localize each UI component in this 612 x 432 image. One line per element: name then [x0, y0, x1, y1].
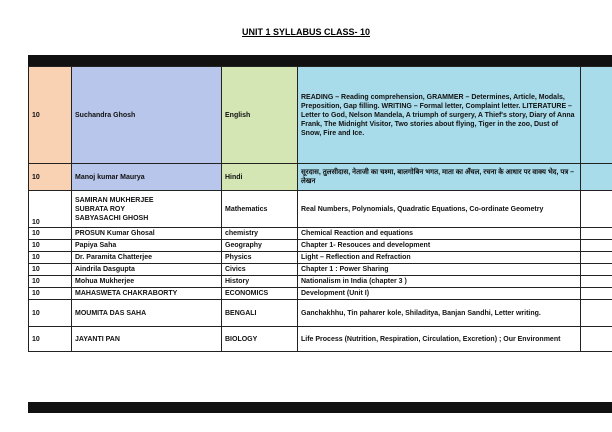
- syllabus-cell: Chemical Reaction and equations: [298, 228, 581, 240]
- syllabus-table: [28, 55, 612, 360]
- syllabus-cell: Chapter 1- Resouces and development: [298, 240, 581, 252]
- teacher-cell: Dr. Paramita Chatterjee: [72, 252, 222, 264]
- syllabus-cell: Real Numbers, Polynomials, Quadratic Equations, Co-ordinate Geometry: [298, 191, 581, 228]
- teacher-cell: Mohua Mukherjee: [72, 276, 222, 288]
- table-row: [29, 300, 612, 327]
- table-row: [29, 228, 612, 240]
- empty-cell: [581, 67, 612, 164]
- table-row: [29, 276, 612, 288]
- subject-cell: Physics: [222, 252, 298, 264]
- syllabus-cell: Ganchakhhu, Tin paharer kole, Shiladitya, Banjan Sandhi, Letter writing.: [298, 300, 581, 327]
- class-cell: 10: [29, 240, 72, 252]
- class-cell: 10: [29, 191, 72, 228]
- teacher-name: SAMIRAN MUKHERJEE: [75, 196, 154, 204]
- subject-cell: BENGALI: [222, 300, 298, 327]
- table-row: [29, 67, 612, 164]
- empty-cell: [581, 327, 612, 352]
- syllabus-cell: READING – Reading comprehension, GRAMMER – Determines, Article, Modals, Preposition, Gap filling. WRITING – Formal letter, Complaint letter. LITERATURE – Letter to God, Nelson Mandela, A triumph of surgery, A Thief's story, Diary of Anna Frank, The Midnight Visitor, Two stories about flying, Tiger in the zoo, Dust of Snow, Fire and Ice.: [298, 67, 581, 164]
- class-cell: 10: [29, 164, 72, 191]
- class-cell: 10: [29, 228, 72, 240]
- subject-cell: Mathematics: [222, 191, 298, 228]
- teacher-cell: JAYANTI PAN: [72, 327, 222, 352]
- subject-cell: Geography: [222, 240, 298, 252]
- teacher-cell: MOUMITA DAS SAHA: [72, 300, 222, 327]
- table-row: [29, 252, 612, 264]
- subject-cell: ECONOMICS: [222, 288, 298, 300]
- empty-cell: [581, 252, 612, 264]
- table-row: [29, 264, 612, 276]
- table-row: [29, 191, 612, 228]
- teacher-cell: [72, 191, 222, 228]
- subject-cell: Civics: [222, 264, 298, 276]
- syllabus-cell: Nationalism in India (chapter 3 ): [298, 276, 581, 288]
- table-row: [29, 288, 612, 300]
- subject-cell: chemistry: [222, 228, 298, 240]
- teacher-cell: MAHASWETA CHAKRABORTY: [72, 288, 222, 300]
- table-row: [29, 327, 612, 352]
- teacher-cell: Manoj kumar Maurya: [72, 164, 222, 191]
- empty-cell: [581, 276, 612, 288]
- syllabus-cell: सूरदास, तुलसीदास, नेताजी का चश्मा, बालगोबिन भगत, माता का अँचल, रचना के आधार पर वाक्य भेद, पत्र – लेखन: [298, 164, 581, 191]
- syllabus-cell: Life Process (Nutrition, Respiration, Circulation, Excretion) ; Our Environment: [298, 327, 581, 352]
- syllabus-cell: Chapter 1 : Power Sharing: [298, 264, 581, 276]
- syllabus-cell: Development (Unit I): [298, 288, 581, 300]
- class-cell: 10: [29, 67, 72, 164]
- table-footer-bar: [28, 402, 612, 413]
- teacher-cell: Suchandra Ghosh: [72, 67, 222, 164]
- empty-cell: [581, 240, 612, 252]
- class-cell: 10: [29, 288, 72, 300]
- table-row: [29, 240, 612, 252]
- class-cell: 10: [29, 264, 72, 276]
- teacher-name: SABYASACHI GHOSH: [75, 214, 149, 222]
- class-cell: 10: [29, 300, 72, 327]
- class-cell: 10: [29, 252, 72, 264]
- empty-cell: [581, 288, 612, 300]
- subject-cell: BIOLOGY: [222, 327, 298, 352]
- empty-cell: [581, 300, 612, 327]
- subject-cell: English: [222, 67, 298, 164]
- class-cell: 10: [29, 327, 72, 352]
- teacher-cell: Aindrila Dasgupta: [72, 264, 222, 276]
- teacher-cell: PROSUN Kumar Ghosal: [72, 228, 222, 240]
- subject-cell: Hindi: [222, 164, 298, 191]
- empty-cell: [581, 228, 612, 240]
- table-row: [29, 164, 612, 191]
- syllabus-cell: Light – Reflection and Refraction: [298, 252, 581, 264]
- empty-cell: [581, 191, 612, 228]
- teacher-cell: Papiya Saha: [72, 240, 222, 252]
- teacher-name: SUBRATA ROY: [75, 205, 126, 213]
- empty-cell: [581, 264, 612, 276]
- table-header-bar: [28, 55, 612, 66]
- empty-cell: [581, 164, 612, 191]
- page-title: UNIT 1 SYLLABUS CLASS- 10: [241, 27, 371, 37]
- class-cell: 10: [29, 276, 72, 288]
- subject-cell: History: [222, 276, 298, 288]
